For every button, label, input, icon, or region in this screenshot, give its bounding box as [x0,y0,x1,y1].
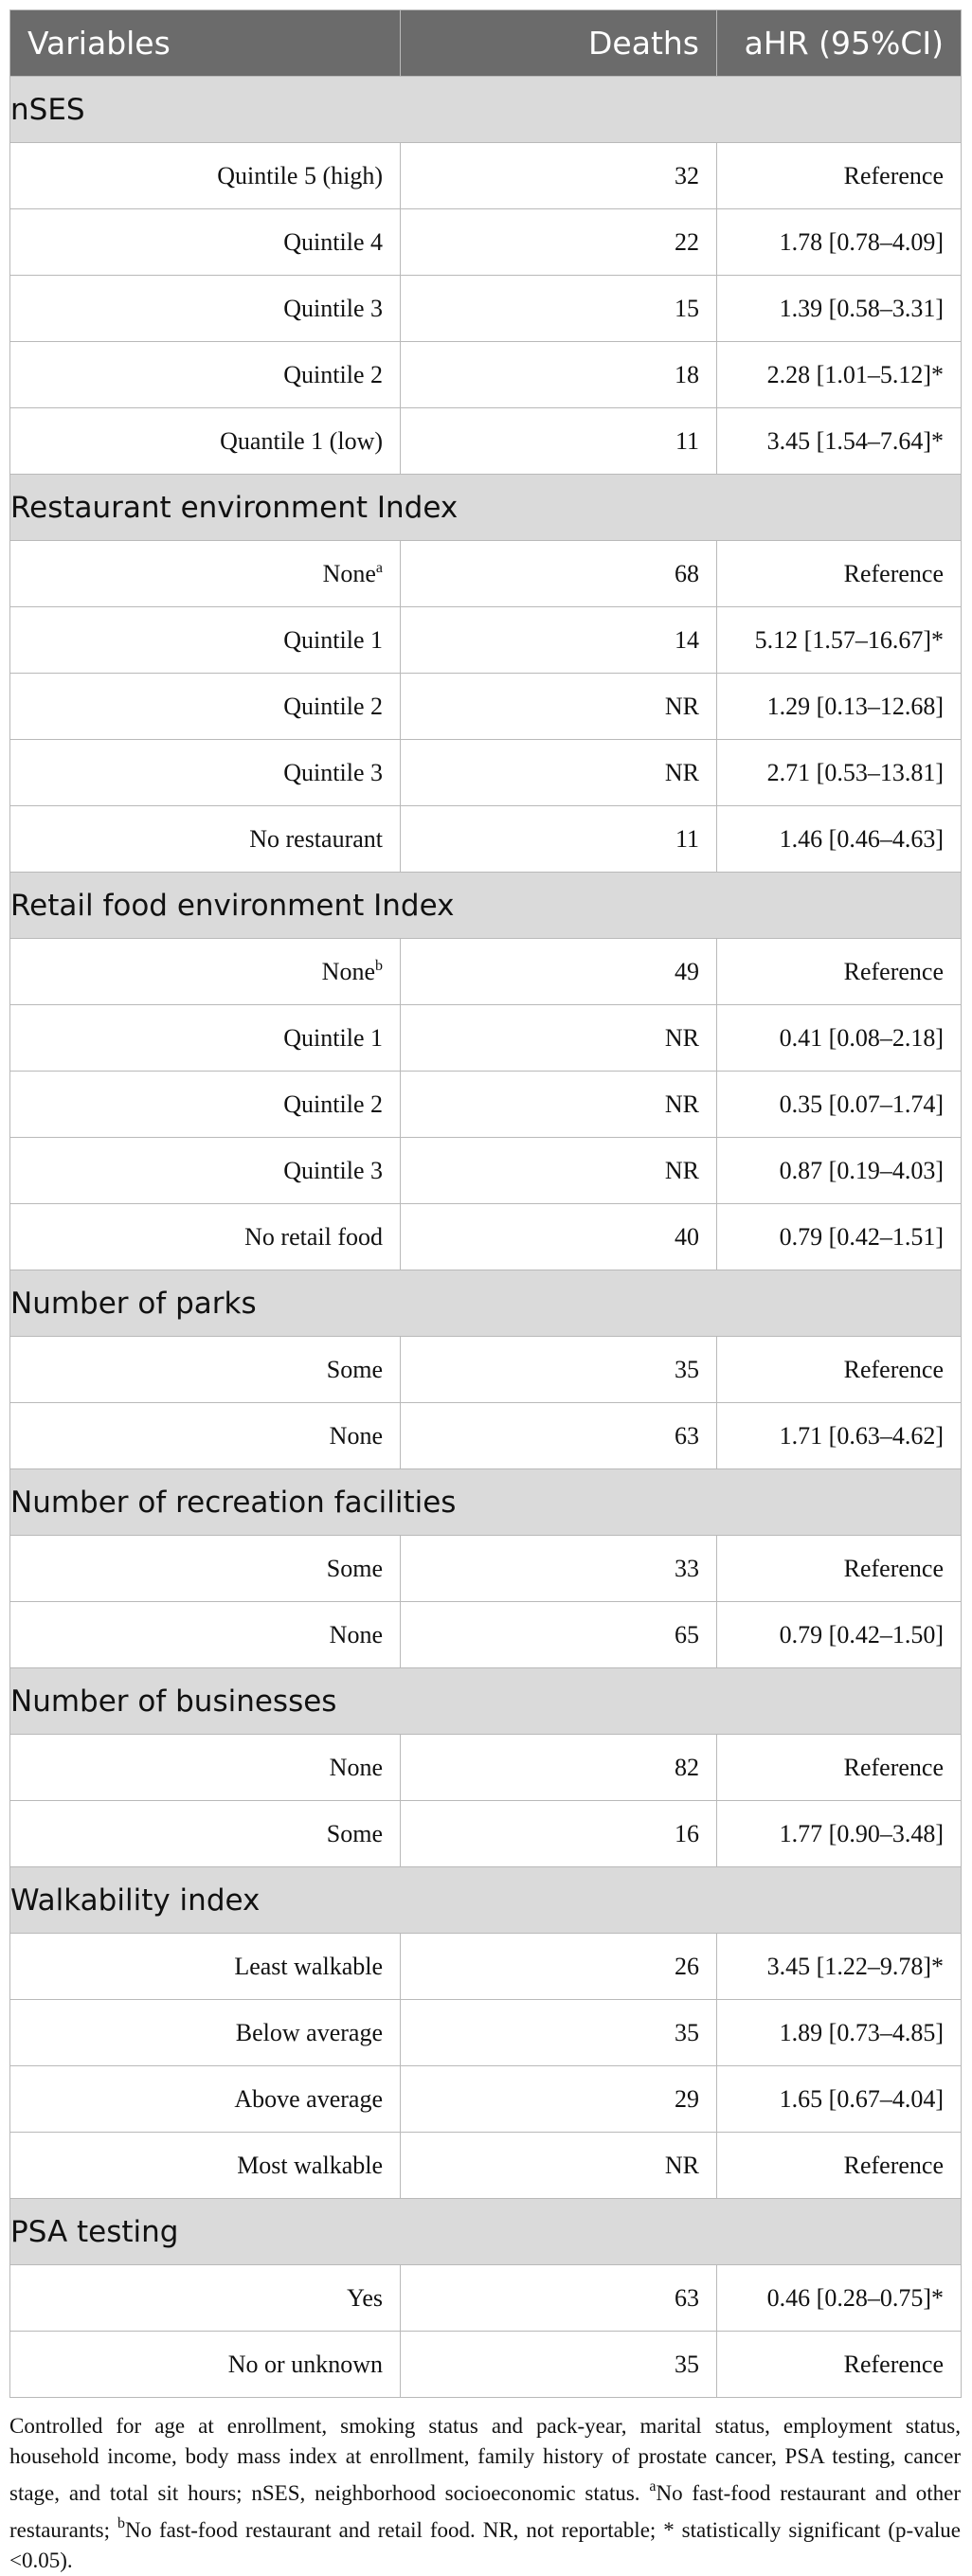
table-row [10,607,962,674]
deaths-cell: 22 [401,209,717,276]
table-row [10,806,962,873]
ahr-cell: 1.77 [0.90–3.48] [717,1801,962,1867]
section-header-row [10,77,962,143]
variable-cell [10,1005,401,1072]
table-footnote [9,2411,961,2576]
variable-cell [10,2133,401,2199]
deaths-cell: 14 [401,607,717,674]
deaths-cell: 11 [401,408,717,475]
section-header-row [10,1867,962,1934]
variable-label: Most walkable [237,2151,383,2179]
variable-label: Yes [347,2283,383,2312]
deaths-cell: 65 [401,1602,717,1668]
table-row [10,1204,962,1270]
variable-label: Quintile 3 [283,758,383,786]
deaths-cell: 63 [401,1403,717,1469]
section-title: Retail food environment Index [10,873,962,939]
table-row [10,740,962,806]
deaths-cell: NR [401,2133,717,2199]
variable-superscript: b [375,957,383,974]
footnote-text-1: Controlled for age at enrollment, smoking status and pack-year, marital status, employment status, household income, body mass index at enrollment, family history of prostate cancer, PSA testing, cancer stage, and total sit hours; nSES, neighborhood socioeconomic status. [9,2414,961,2505]
deaths-cell: 35 [401,2332,717,2398]
table-row [10,276,962,342]
variable-cell [10,143,401,209]
table-container [9,9,961,2576]
table-row [10,1337,962,1403]
variable-label: No restaurant [249,824,383,853]
variable-cell [10,2066,401,2133]
variable-cell [10,276,401,342]
table-body [10,77,962,2398]
ahr-cell: Reference [717,939,962,1005]
deaths-cell: 32 [401,143,717,209]
variable-label: Quantile 1 (low) [220,426,383,455]
ahr-cell: Reference [717,2332,962,2398]
table-row [10,1403,962,1469]
variable-cell [10,2000,401,2066]
results-table [9,9,962,2398]
variable-cell [10,2265,401,2332]
ahr-cell: 1.71 [0.63–4.62] [717,1403,962,1469]
variable-label: Some [326,1554,383,1582]
deaths-cell: NR [401,674,717,740]
variable-cell [10,2332,401,2398]
deaths-cell: 29 [401,2066,717,2133]
footnote-text-2: No fast-food restaurant and other restaurants; [9,2481,962,2542]
table-row [10,541,962,607]
section-header-row [10,1668,962,1735]
section-header-row [10,1469,962,1536]
table-row [10,2000,962,2066]
ahr-cell: 0.41 [0.08–2.18] [717,1005,962,1072]
ahr-cell: 2.71 [0.53–13.81] [717,740,962,806]
variable-label: None [329,1421,383,1450]
section-title: Walkability index [10,1867,962,1934]
variable-cell [10,1536,401,1602]
variable-cell [10,342,401,408]
section-title: PSA testing [10,2199,962,2265]
deaths-cell: 82 [401,1735,717,1801]
deaths-cell: 11 [401,806,717,873]
deaths-cell: 33 [401,1536,717,1602]
variable-label: No retail food [244,1222,383,1251]
ahr-cell: Reference [717,143,962,209]
variable-superscript: a [375,559,383,576]
section-title: Restaurant environment Index [10,475,962,541]
ahr-cell: 0.79 [0.42–1.50] [717,1602,962,1668]
section-title: Number of businesses [10,1668,962,1735]
variable-label: Quintile 3 [283,1156,383,1184]
ahr-cell: 2.28 [1.01–5.12]* [717,342,962,408]
variable-cell [10,209,401,276]
deaths-cell: 63 [401,2265,717,2332]
deaths-cell: 16 [401,1801,717,1867]
variable-cell [10,1735,401,1801]
variable-label: Some [326,1355,383,1383]
header-variables: Variables [10,10,401,77]
deaths-cell: NR [401,1138,717,1204]
deaths-cell: NR [401,1005,717,1072]
variable-cell [10,1337,401,1403]
section-header-row [10,873,962,939]
table-row [10,2066,962,2133]
section-header-row [10,1270,962,1337]
deaths-cell: 18 [401,342,717,408]
section-header-row [10,475,962,541]
variable-cell [10,1138,401,1204]
variable-label: Quintile 2 [283,692,383,720]
variable-cell [10,1072,401,1138]
ahr-cell: 3.45 [1.22–9.78]* [717,1934,962,2000]
deaths-cell: 68 [401,541,717,607]
ahr-cell: Reference [717,541,962,607]
variable-label: No or unknown [227,2350,383,2378]
variable-label: Quintile 5 (high) [217,161,383,189]
variable-cell [10,1934,401,2000]
variable-cell [10,1801,401,1867]
variable-label: Quintile 2 [283,1090,383,1118]
table-row [10,2332,962,2398]
ahr-cell: Reference [717,1337,962,1403]
ahr-cell: 1.89 [0.73–4.85] [717,2000,962,2066]
table-row [10,1005,962,1072]
ahr-cell: 0.87 [0.19–4.03] [717,1138,962,1204]
table-row [10,1735,962,1801]
ahr-cell: Reference [717,1735,962,1801]
variable-label: None [321,957,375,985]
variable-label: Quintile 3 [283,294,383,322]
variable-cell [10,408,401,475]
ahr-cell: 5.12 [1.57–16.67]* [717,607,962,674]
deaths-cell: 35 [401,1337,717,1403]
variable-label: Some [326,1819,383,1847]
section-title: nSES [10,77,962,143]
deaths-cell: NR [401,740,717,806]
variable-cell [10,541,401,607]
ahr-cell: 1.29 [0.13–12.68] [717,674,962,740]
variable-label: Quintile 1 [283,1023,383,1052]
variable-label: None [329,1753,383,1781]
table-row [10,1138,962,1204]
deaths-cell: NR [401,1072,717,1138]
variable-cell [10,806,401,873]
variable-label: Above average [234,2084,383,2113]
table-row [10,143,962,209]
variable-label: None [329,1620,383,1648]
variable-label: None [322,559,376,587]
deaths-cell: 15 [401,276,717,342]
ahr-cell: 3.45 [1.54–7.64]* [717,408,962,475]
variable-cell [10,1403,401,1469]
variable-label: Below average [235,2018,383,2046]
table-header-row [10,10,962,77]
table-row [10,2265,962,2332]
variable-cell [10,1602,401,1668]
section-title: Number of parks [10,1270,962,1337]
deaths-cell: 40 [401,1204,717,1270]
ahr-cell: 1.39 [0.58–3.31] [717,276,962,342]
table-row [10,1934,962,2000]
header-ahr: aHR (95%CI) [717,10,962,77]
ahr-cell: Reference [717,1536,962,1602]
variable-cell [10,674,401,740]
header-deaths: Deaths [401,10,717,77]
variable-label: Quintile 2 [283,360,383,388]
variable-cell [10,740,401,806]
ahr-cell: 1.46 [0.46–4.63] [717,806,962,873]
deaths-cell: 26 [401,1934,717,2000]
variable-cell [10,1204,401,1270]
variable-label: Quintile 4 [283,227,383,256]
ahr-cell: Reference [717,2133,962,2199]
table-row [10,939,962,1005]
table-row [10,2133,962,2199]
ahr-cell: 0.79 [0.42–1.51] [717,1204,962,1270]
ahr-cell: 0.35 [0.07–1.74] [717,1072,962,1138]
ahr-cell: 1.65 [0.67–4.04] [717,2066,962,2133]
table-row [10,1801,962,1867]
table-row [10,209,962,276]
table-row [10,674,962,740]
table-row [10,1072,962,1138]
variable-cell [10,607,401,674]
variable-label: Quintile 1 [283,625,383,654]
ahr-cell: 1.78 [0.78–4.09] [717,209,962,276]
table-row [10,408,962,475]
table-row [10,1602,962,1668]
section-title: Number of recreation facilities [10,1469,962,1536]
variable-label: Least walkable [234,1952,383,1980]
table-row [10,342,962,408]
ahr-cell: 0.46 [0.28–0.75]* [717,2265,962,2332]
footnote-sup-b: b [117,2515,125,2531]
footnote-text-3: No fast-food restaurant and retail food. NR, not reportable; * statistically significant (p-value <0.05). [9,2518,961,2572]
footnote-sup-a: a [649,2478,657,2495]
section-header-row [10,2199,962,2265]
table-row [10,1536,962,1602]
deaths-cell: 49 [401,939,717,1005]
deaths-cell: 35 [401,2000,717,2066]
variable-cell [10,939,401,1005]
